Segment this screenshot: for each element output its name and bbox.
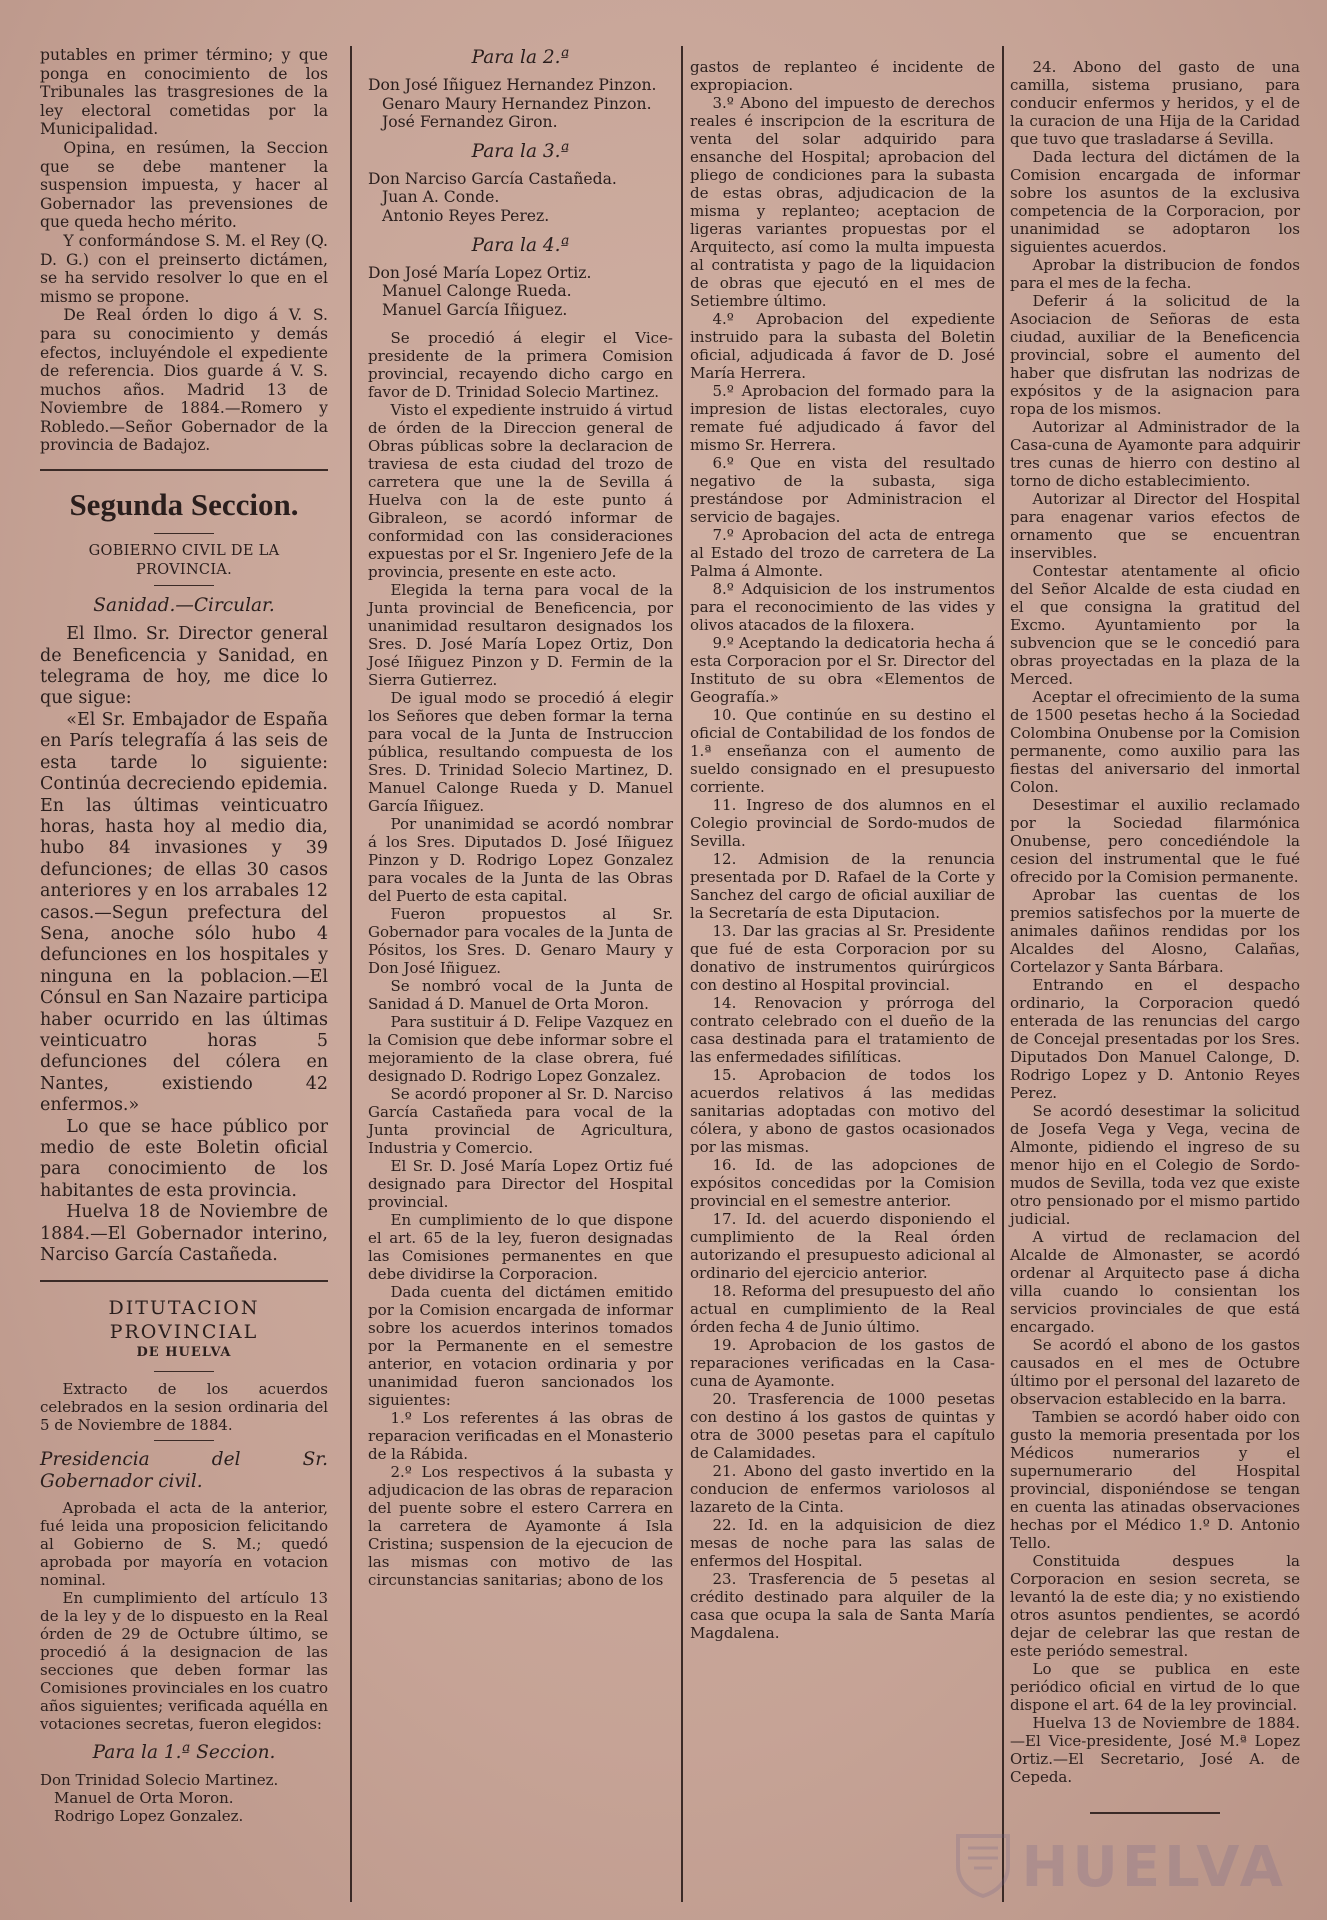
paragraph: Opina, en resúmen, la Seccion que se debe mantener la suspension impuesta, y hacer al Gobernador las prevensiones de que queda hecho mérito. [40,138,328,232]
column-rule [681,46,683,1902]
paragraph: Dada cuenta del dictámen emitido por la Comision encargada de informar sobre los acuerdos interinos tomados por la Permanente en el semestre anterior, en votacion ordinaria y por unanimidad fueron sancionados los siguientes: [368,1283,673,1410]
paragraph: 19. Aprobacion de los gastos de reparaciones verificadas en la Casa-cuna de Ayamonte. [690,1336,995,1390]
paragraph: 3.º Abono del impuesto de derechos reales é inscripcion de la escritura de venta del solar adquirido para ensanche del Hospital; aprobacion del pliego de condiciones para la subasta de estas obras, adjudicacion de la misma y replanteo; aceptacion de ligeras variantes propuestas por el Arquitecto, así como la multa impuesta al contratista y pago de la liquidacion de obras que ejecutó en el mes de Setiembre último. [690,94,995,310]
acuerdos-body [368,329,673,1589]
paragraph: 17. Id. del acuerdo disponiendo el cumplimiento de la Real órden autorizando el presupuesto adicional al ordinario del ejercicio anterior. [690,1210,995,1282]
para-1-title: Para la 1.ª Seccion. [92,1742,276,1764]
paragraph: «El Sr. Embajador de España en París telegrafía á las seis de esta tarde lo siguiente: Continúa decreciendo epidemia. En las últimas veinticuatro horas, hasta hoy al medio dia, hubo 84 invasiones y 39 defunciones; de ellas 30 casos anteriores y en los arrabales 12 casos.—Segun prefectura del Sena, anoche sólo hubo 4 defunciones en los hospitales y ninguna en la poblacion.—El Cónsul en San Nazaire participa haber ocurrido en las últimas veinticuatro horas 5 defunciones del cólera en Nantes, existiendo 42 enfermos.» [40,709,328,1116]
circular-title: Sanidad.—Circular. [93,595,275,617]
paragraph: 21. Abono del gasto invertido en la conducion de enfermos variolosos al lazareto de la Cinta. [690,1462,995,1516]
paragraph: 12. Admision de la renuncia presentada por D. Rafael de la Corte y Sanchez del cargo de oficial auxiliar de la Secretaría de esta Diputacion. [690,850,995,922]
paragraph: Huelva 18 de Noviembre de 1884.—El Gobernador interino, Narciso García Castañeda. [40,1202,328,1266]
paragraph: 23. Trasferencia de 5 pesetas al crédito destinado para alquiler de la casa que ocupa la sala de Santa María Magdalena. [690,1570,995,1642]
paragraph: 9.º Aceptando la dedicatoria hecha á esta Corporacion por el Sr. Director del Instituto de su obra «Elementos de Geografía.» [690,634,995,706]
paragraph: 2.º Los respectivos á la subasta y adjudicacion de las obras de reparacion del puente sobre el estero Carrera en la carretera de Ayamonte á Isla Cristina; suspension de la ejecucion de las mismas con motivo de las circunstancias sanitarias; abono de los [368,1463,673,1590]
paragraph: Por unanimidad se acordó nombrar á los Sres. Diputados D. José Iñiguez Pinzon y D. Rodrigo Lopez Gonzalez para vocales de la Junta de las Obras del Puerto de esta capital. [368,815,673,906]
paragraph: 5.º Aprobacion del formado para la impresion de listas electorales, cuyo remate fué adjudicado á favor del mismo Sr. Herrera. [690,382,995,454]
paragraph: Lo que se publica en este periódico oficial en virtud de lo que dispone el art. 64 de la ley provincial. [1010,1660,1300,1714]
paragraph: Dada lectura del dictámen de la Comision encargada de informar sobre los asuntos de la exclusiva competencia de la Corporacion, por unanimidad se adoptaron los siguientes acuerdos. [1010,148,1300,256]
paragraph: Contestar atentamente al oficio del Señor Alcalde de esta ciudad en el que consigna la gratitud del Excmo. Ayuntamiento por la subvencion que se le concedió para obras proyectadas en la plaza de la Merced. [1010,562,1300,688]
paragraph: 7.º Aprobacion del acta de entrega al Estado del trozo de carretera de La Palma á Almonte. [690,526,995,580]
column-2 [368,0,673,1920]
paragraph: gastos de replanteo é incidente de expropiacion. [690,58,995,94]
paragraph: Y conformándose S. M. el Rey (Q. D. G.) con el preinserto dictámen, se ha servido resolver lo que en el mismo se propone. [40,231,328,306]
section-divider [40,469,328,471]
name-line: Manuel de Orta Moron. [54,1789,234,1808]
paragraph: De igual modo se procedió á elegir los Señores que deben formar la terna para vocal de la Junta de Instruccion pública, resultando compuesta de los Sres. D. Trinidad Solecio Martinez, D. Manuel Calonge Rueda y D. Manuel García Iñiguez. [368,689,673,816]
paragraph: 18. Reforma del presupuesto del año actual en cumplimiento de la Real órden fecha 4 de Junio último. [690,1282,995,1336]
para-4-title: Para la 4.ª [471,234,570,256]
paragraph: Elegida la terna para vocal de la Junta provincial de Beneficencia, por unanimidad resultaron designados los Sres. D. José María Lopez Ortiz, Don José Iñiguez Pinzon y D. Fermin de la Sierra Gutierrez. [368,581,673,690]
para-3-title: Para la 3.ª [471,140,570,162]
paragraph: Para sustituir á D. Felipe Vazquez en la Comision que debe informar sobre el mejoramiento de la clase obrera, fué designado D. Rodrigo Lopez Gonzalez. [368,1013,673,1086]
paragraph: 16. Id. de las adopciones de expósitos concedidas por la Comision provincial en el semestre anterior. [690,1156,995,1210]
circular-body [40,624,328,1266]
paragraph: Aprobar la distribucion de fondos para el mes de la fecha. [1010,256,1300,292]
diputacion-subtitle: DE HUELVA [136,1345,232,1361]
short-divider [154,1440,214,1441]
presidencia-title: Presidencia del Sr. Gobernador civil. [40,1449,328,1493]
closing-rule [1090,1812,1220,1814]
paragraph: 6.º Que en vista del resultado negativo de la subasta, siga prestándose por Administracion el servicio de bagajes. [690,454,995,526]
paragraph: En cumplimiento del artículo 13 de la ley y de lo dispuesto en la Real órden de 29 de Octubre último, se procedió á la designacion de las secciones que deben formar las Comisiones provinciales en los cuatro años siguientes; verificada aquélla en votaciones secretas, fueron elegidos: [40,1589,328,1734]
name-line: Don Trinidad Solecio Martinez. [40,1771,279,1790]
presidencia-body [40,1499,328,1733]
diputacion-title: DITUTACION PROVINCIAL [108,1297,260,1344]
name-line: Rodrigo Lopez Gonzalez. [54,1807,244,1826]
paragraph: Fueron propuestos al Sr. Gobernador para vocales de la Junta de Pósitos, los Sres. D. Genaro Maury y Don José Iñiguez. [368,905,673,978]
paragraph: Desestimar el auxilio reclamado por la Sociedad filarmónica Onubense, pero concediéndole la cesion del instrumental que le fué ofrecido por la Comision permanente. [1010,796,1300,886]
column-4 [1010,0,1300,1920]
paragraph: El Sr. D. José María Lopez Ortiz fué designado para Director del Hospital provincial. [368,1157,673,1212]
section-divider [40,1280,328,1282]
paragraph: Se acordó proponer al Sr. D. Narciso García Castañeda para vocal de la Junta provincial de Agricultura, Industria y Comercio. [368,1085,673,1158]
paragraph: Constituida despues la Corporacion en sesion secreta, se levantó la de este dia; y no existiendo otros asuntos pendientes, se acordó dejar de celebrar las que restan de este periódo semestral. [1010,1552,1300,1660]
short-divider [154,1371,214,1372]
paragraph: En cumplimiento de lo que dispone el art. 65 de la ley, fueron designadas las Comisiones permanentes en que debe dividirse la Corporacion. [368,1211,673,1284]
paragraph: 1.º Los referentes á las obras de reparacion verificadas en el Monasterio de la Rábida. [368,1409,673,1464]
paragraph: El Ilmo. Sr. Director general de Beneficencia y Sanidad, en telegrama de hoy, me dice lo que sigue: [40,624,328,709]
name-line: Manuel Calonge Rueda. [382,282,572,301]
column-rule [350,46,352,1902]
column-rule [1002,46,1004,1902]
signature-line: Huelva 13 de Noviembre de 1884.—El Vice-presidente, José M.ª Lopez Ortiz.—El Secretario, José A. de Cepeda. [1010,1714,1300,1786]
name-line: Don José Iñiguez Hernandez Pinzon. [368,76,657,94]
paragraph: putables en primer término; y que ponga en conocimiento de los Tribunales las trasgresiones de la ley electoral cometidas por la Municipalidad. [40,46,328,139]
column-3 [690,0,995,1920]
name-line: Manuel García Iñiguez. [382,300,568,319]
paragraph: 11. Ingreso de dos alumnos en el Colegio provincial de Sordo-mudos de Sevilla. [690,796,995,850]
paragraph: Se acordó desestimar la solicitud de Josefa Vega y Vega, vecina de Almonte, pidiendo el ingreso de su menor hijo en el Colegio de Sordo-mudos de Sevilla, toda vez que existe otro pensionado por el mismo partido judicial. [1010,1102,1300,1228]
paragraph: Aprobar las cuentas de los premios satisfechos por la muerte de animales dañinos rendidas por los Alcaldes del Alosno, Calañas, Cortelazor y Santa Bárbara. [1010,886,1300,976]
short-divider [154,533,214,534]
paragraph: Aceptar el ofrecimiento de la suma de 1500 pesetas hecho á la Sociedad Colombina Onubense por la Comision permanente, como auxilio para las fiestas del aniversario del inmortal Colon. [1010,688,1300,796]
paragraph: Deferir á la solicitud de la Asociacion de Señoras de esta ciudad, auxiliar de la Beneficencia provincial, sobre el aumento del haber que disfrutan las nodrizas de expósitos y de la asignacion para ropa de los mismos. [1010,292,1300,418]
paragraph: 24. Abono del gasto de una camilla, sistema prusiano, para conducir enfermos y heridos, y el de la curacion de una Hija de la Caridad que tuvo que trasladarse á Sevilla. [1010,58,1300,148]
name-line: Don Narciso García Castañeda. [368,169,617,188]
paragraph: De Real órden lo digo á V. S. para su conocimiento y demás efectos, incluyéndole el expediente de referencia. Dios guarde á V. S. muchos años. Madrid 13 de Noviembre de 1884.—Romero y Robledo.—Señor Gobernador de la provincia de Badajoz. [40,306,328,455]
paragraph: Visto el expediente instruido á virtud de órden de la Direccion general de Obras públicas sobre la declaracion de traviesa de esta ciudad del trozo de carretera que une la de Sevilla á Huelva con la de este punto á Gibraleon, se acordó informar de conformidad con las consideraciones expuestas por el Sr. Ingeniero Jefe de la provincia, presente en este acto. [368,401,673,582]
paragraph: 20. Trasferencia de 1000 pesetas con destino á los gastos de quintas y otra de 3000 pesetas para el capítulo de Calamidades. [690,1390,995,1462]
spacer [368,319,673,329]
short-divider [154,585,214,586]
name-line: Juan A. Conde. [382,188,500,207]
paragraph: 13. Dar las gracias al Sr. Presidente que fué de esta Corporacion por su donativo de instrumentos quirúrgicos con destino al Hospital provincial. [690,922,995,994]
name-line: Antonio Reyes Perez. [382,206,550,225]
column-1 [40,0,328,1920]
paragraph: Lo que se hace público por medio de este Boletin oficial para conocimiento de los habitantes de esta provincia. [40,1116,328,1201]
paragraph: Autorizar al Administrador de la Casa-cuna de Ayamonte para adquirir tres cunas de hierro con destino al torno de dicho establecimiento. [1010,418,1300,490]
name-line: José Fernandez Giron. [382,113,558,132]
watermark-text: HUELVA [1021,1834,1287,1900]
paragraph: A virtud de reclamacion del Alcalde de Almonaster, se acordó ordenar al Arquitecto pase á dicha villa cuando lo consientan los servicios provinciales de que está encargado. [1010,1228,1300,1336]
para-1-names [40,1771,328,1825]
paragraph: Se acordó el abono de los gastos causados en el mes de Octubre último por el personal del lazareto de observacion establecido en la barra. [1010,1336,1300,1408]
para-2-title: Para la 2.ª [471,47,570,68]
extracto-text: Extracto de los acuerdos celebrados en la sesion ordinaria del 5 de Noviembre de 1884. [40,1380,328,1435]
name-line: Don José María Lopez Ortiz. [368,263,592,282]
paragraph: Autorizar al Director del Hospital para enagenar varios efectos de ornamento que se encuentran inservibles. [1010,490,1300,562]
paragraph: 22. Id. en la adquisicion de diez mesas de noche para las salas de enfermos del Hospital. [690,1516,995,1570]
gobierno-heading: GOBIERNO CIVIL DE LA PROVINCIA. [88,543,280,578]
paragraph: Se nombró vocal de la Junta de Sanidad á D. Manuel de Orta Moron. [368,977,673,1014]
paragraph: 4.º Aprobacion del expediente instruido para la subasta del Boletin oficial, adjudicada á favor de D. José María Herrera. [690,310,995,382]
name-line: Genaro Maury Hernandez Pinzon. [382,94,652,113]
paragraph: Entrando en el despacho ordinario, la Corporacion quedó enterada de las renuncias del cargo de Concejal presentadas por los Sres. Diputados Don Manuel Calonge, D. Rodrigo Lopez y D. Antonio Reyes Perez. [1010,976,1300,1102]
paragraph: 15. Aprobacion de todos los acuerdos relativos á las medidas sanitarias adoptadas con motivo del cólera, y abono de gastos ocasionados por las mismas. [690,1066,995,1156]
paragraph: Se procedió á elegir el Vice-presidente de la primera Comision provincial, recayendo dicho cargo en favor de D. Trinidad Solecio Martinez. [368,329,673,402]
paragraph: 8.º Adquisicion de los instrumentos para el reconocimiento de las vides y olivos atacados de la filoxera. [690,580,995,634]
paragraph: Aprobada el acta de la anterior, fué leida una proposicion felicitando al Gobierno de S. M.; quedó aprobada por mayoría en votacion nominal. [40,1499,328,1590]
paragraph: Tambien se acordó haber oido con gusto la memoria presentada por los Médicos numerarios y el supernumerario del Hospital provincial, disponiéndose se tengan en cuenta las atinadas observaciones hechas por el Médico 1.º D. Antonio Tello. [1010,1408,1300,1552]
section-title: Segunda Seccion. [69,487,299,523]
paragraph: 14. Renovacion y prórroga del contrato celebrado con el dueño de la casa destinada para el tratamiento de las enfermedades sifilíticas. [690,994,995,1066]
paragraph: 10. Que continúe en su destino el oficial de Contabilidad de los fondos de 1.ª enseñanza con el aumento de sueldo consignado en el presupuesto corriente. [690,706,995,796]
